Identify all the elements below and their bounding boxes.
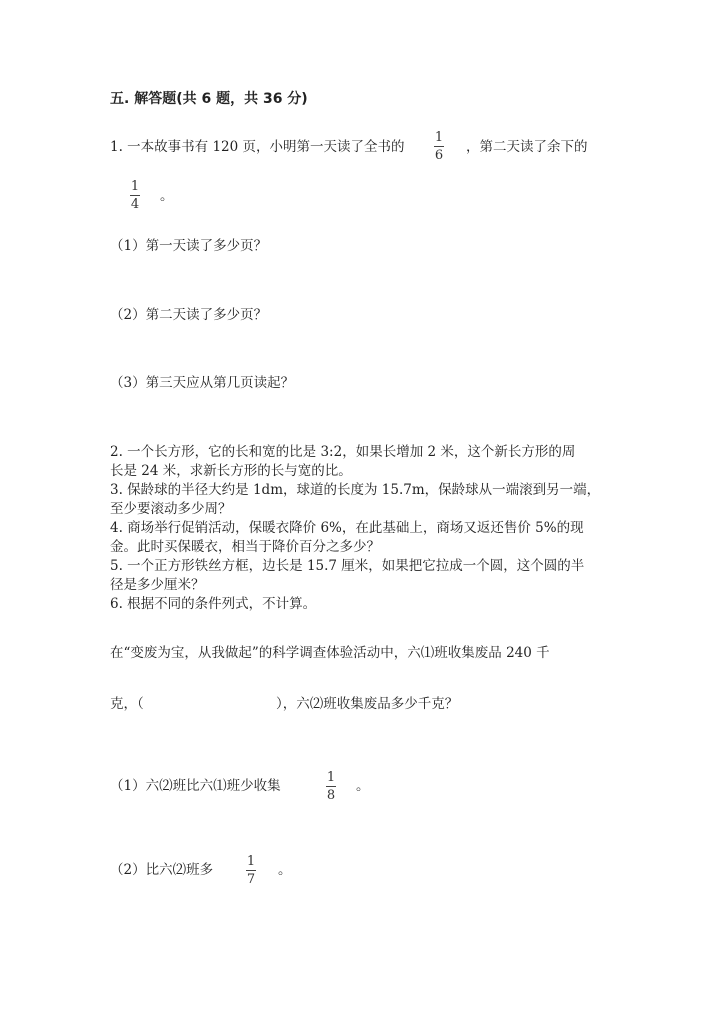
q6-heading: 6. 根据不同的条件列式，不计算。 [110,596,317,612]
q1-subquestion-2: （2）第二天读了多少页？ [110,307,268,323]
q5-line1: 5. 一个正方形铁丝方框，边长是 15.7 厘米，如果把它拉成一个圆，这个圆的半 [110,558,585,574]
q1-line1-start: 1. 一本故事书有 120 页，小明第一天读了全书的 [110,139,405,155]
q1-line1-end: ，第二天读了余下的 [466,139,588,155]
q6-subquestion-1-end: 。 [356,778,370,794]
fraction-numerator: 1 [130,179,140,194]
q6-paragraph-line2-end: ），六⑵班收集废品多少千克？ [276,696,459,712]
q2-line2: 长是 24 米，求新长方形的长与宽的比。 [110,463,352,479]
fraction-numerator: 1 [246,854,256,869]
q3-line1: 3. 保龄球的半径大约是 1dm，球道的长度为 15.7m，保龄球从一端滚到另一端， [110,482,601,498]
q6-paragraph-line1: 在“变废为宝，从我做起”的科学调查体验活动中，六⑴班收集废品 240 千 [110,645,550,661]
fraction-bar [246,870,256,871]
q1-subquestion-1: （1）第一天读了多少页？ [110,238,268,254]
fraction-bar [434,146,444,147]
q6-paragraph-line2-start: 克，（ [110,696,144,712]
q4-line2: 金。此时买保暖衣，相当于降价百分之多少？ [110,539,380,555]
q1-subquestion-3: （3）第三天应从第几页读起？ [110,375,295,391]
fraction-denominator: 7 [246,872,256,887]
q2-line1: 2. 一个长方形，它的长和宽的比是 3:2，如果长增加 2 米，这个新长方形的周 [110,444,576,460]
q6-subquestion-2-text: （2）比六⑵班多 [110,862,214,878]
q3-line2: 至少要滚动多少周？ [110,501,232,517]
q1-fraction-one-quarter [130,179,140,212]
q1-fraction-one-sixth [434,130,444,163]
q5-line2: 径是多少厘米？ [110,577,205,593]
section-title: 五. 解答题(共 6 题，共 36 分) [110,91,308,107]
q4-line1: 4. 商场举行促销活动，保暖衣降价 6%，在此基础上，商场又返还售价 5%的现 [110,520,584,536]
q6-subquestion-2-end: 。 [278,862,292,878]
fraction-bar [130,195,140,196]
q6-fraction-one-eighth [326,770,336,803]
fraction-denominator: 4 [130,197,140,212]
fraction-numerator: 1 [434,130,444,145]
q1-line2-end: 。 [160,188,174,204]
fraction-denominator: 6 [434,148,444,163]
fraction-numerator: 1 [326,770,336,785]
q6-subquestion-1-text: （1）六⑵班比六⑴班少收集 [110,778,281,794]
q6-fraction-one-seventh [246,854,256,887]
fraction-bar [326,786,336,787]
fraction-denominator: 8 [326,788,336,803]
